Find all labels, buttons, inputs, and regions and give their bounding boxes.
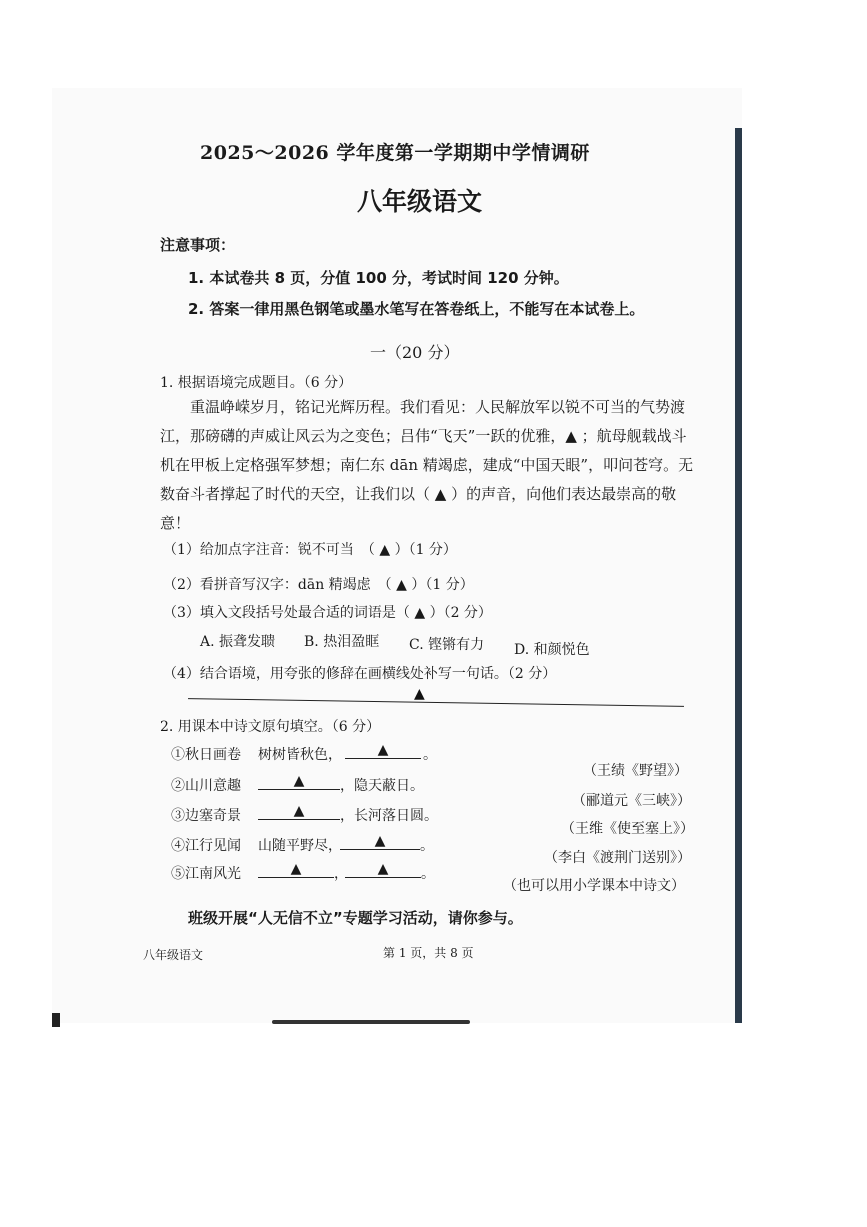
poem-row-post: 。 [421, 866, 435, 882]
question-1-sub-4: （4）结合语境，用夸张的修辞在画横线处补写一句话。（2 分） [163, 666, 557, 682]
poem-row-label: ①秋日画卷 [171, 747, 241, 763]
option-d: D. 和颜悦色 [514, 642, 590, 658]
poem-blank: ▲ [345, 742, 421, 759]
question-1-sub-3: （3）填入文段括号处最合适的词语是（ ▲ ）（2 分） [163, 605, 492, 621]
exam-title: 2025～2026 学年度第一学期期中学情调研 [200, 142, 590, 164]
question-1-stem: 1. 根据语境完成题目。（6 分） [160, 375, 353, 391]
poem-blank: ▲ [258, 803, 340, 820]
page-number: 第 1 页，共 8 页 [383, 946, 474, 960]
poem-row-source: （也可以用小学课本中诗文） [503, 878, 685, 894]
poem-row-pre: 树树皆秋色， [258, 747, 342, 763]
poem-row-source: （郦道元《三峡》） [572, 793, 691, 809]
poem-row-source: （王维《使至塞上》） [561, 821, 694, 837]
poem-row-post: ，隐天蔽日。 [340, 778, 424, 794]
question-1-sub-2: （2）看拼音写汉字：dān 精竭虑 （ ▲ ）（1 分） [163, 577, 474, 593]
poem-row-source: （王绩《野望》） [583, 763, 688, 779]
poem-row-mid: ， [334, 866, 348, 882]
question-1-passage: 重温峥嵘岁月，铭记光辉历程。我们看见：人民解放军以锐不可当的气势渡江，那磅礴的声威让风云为之变色；吕伟“飞天”一跃的优雅，▲ ；航母舰载战斗机在甲板上定格强军梦想；南仁东 dān 精竭虑，建成“中国天眼”，叩问苍穹。无数奋斗者撑起了时代的天空，让我们以（ ▲ ）的声音，向他们表达最崇高的敬意！ [160, 398, 694, 532]
poem-blank: ▲ [345, 861, 421, 878]
poem-blank: ▲ [340, 833, 420, 850]
option-a: A. 振聋发聩 [200, 634, 276, 650]
poem-row-label: ⑤江南风光 [171, 866, 241, 882]
scan-edge-right [735, 128, 742, 1023]
subject-title: 八年级语文 [357, 187, 483, 216]
poem-row-post: 。 [420, 838, 434, 854]
poem-row-source: （李白《渡荆门送别》） [544, 850, 691, 866]
poem-row-post: ，长河落日圆。 [340, 808, 438, 824]
scan-edge-bottom [272, 1020, 470, 1024]
poem-row-pre: 山随平野尽， [258, 838, 342, 854]
poem-blank: ▲ [258, 861, 334, 878]
poem-row-label: ④江行见闻 [171, 838, 241, 854]
answer-mark: ▲ [414, 686, 425, 702]
poem-row-post: 。 [423, 747, 437, 763]
question-2-stem: 2. 用课本中诗文原句填空。（6 分） [160, 719, 381, 735]
question-1-sub-1: （1）给加点字注音：锐不可当 （ ▲ ）（1 分） [163, 542, 457, 558]
poem-row-label: ②山川意趣 [171, 778, 241, 794]
activity-intro: 班级开展“人无信不立”专题学习活动，请你参与。 [188, 909, 523, 927]
option-c: C. 铿锵有力 [409, 637, 485, 653]
notice-heading: 注意事项： [160, 236, 236, 254]
poem-row-label: ③边塞奇景 [171, 808, 241, 824]
option-b: B. 热泪盈眶 [304, 634, 380, 650]
notice-item-2: 2. 答案一律用黑色钢笔或墨水笔写在答卷纸上，不能写在本试卷上。 [188, 300, 645, 318]
notice-item-1: 1. 本试卷共 8 页，分值 100 分，考试时间 120 分钟。 [188, 269, 569, 287]
section-heading: 一（20 分） [370, 343, 460, 362]
poem-blank: ▲ [258, 773, 340, 790]
scan-mark-left [52, 1013, 60, 1027]
footer-subject: 八年级语文 [143, 948, 204, 962]
